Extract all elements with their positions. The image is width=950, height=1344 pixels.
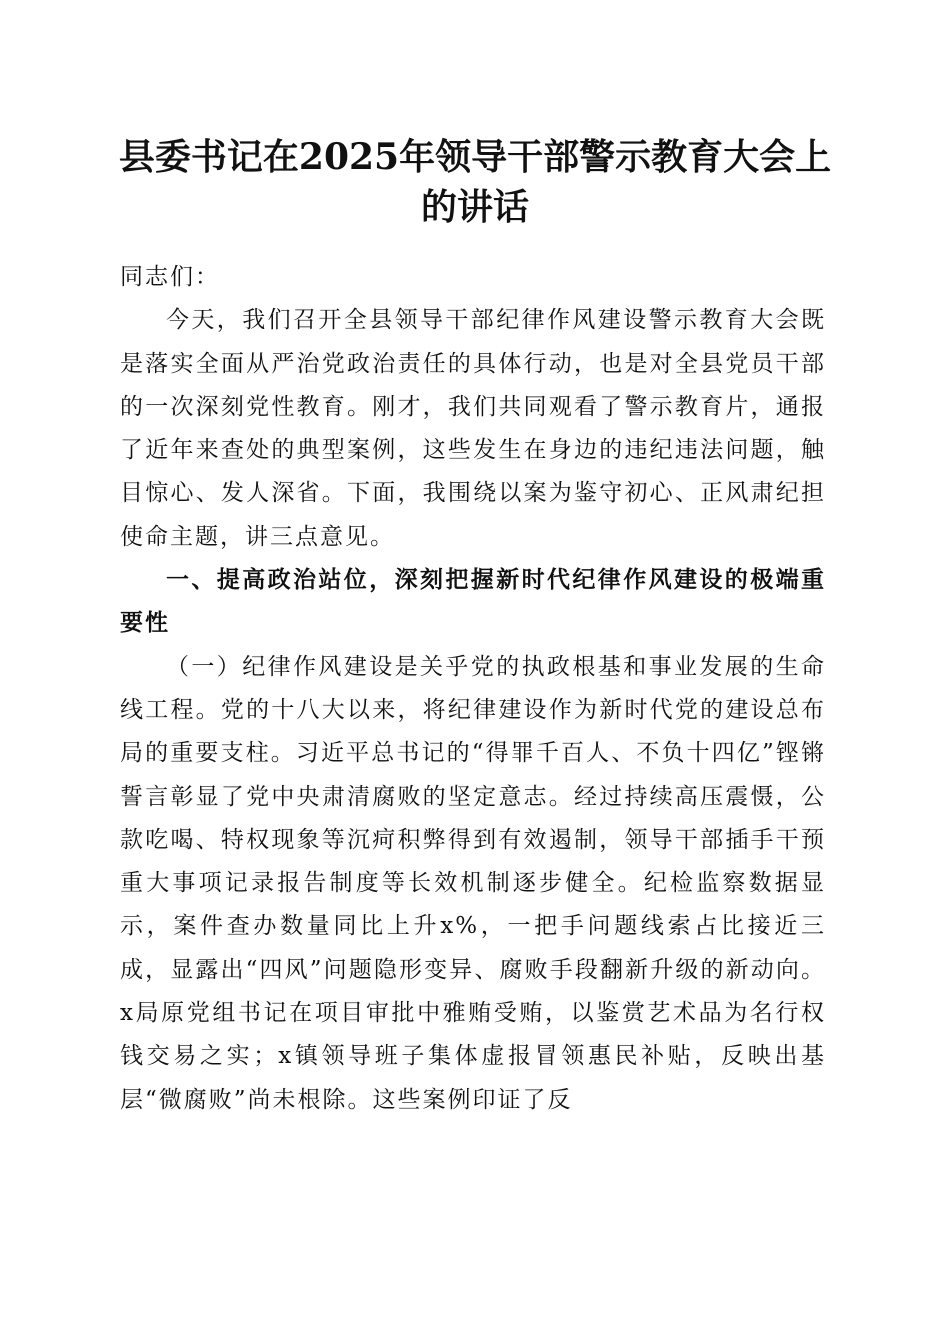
paragraph-subsection-1: （一）纪律作风建设是关乎党的执政根基和事业发展的生命线工程。党的十八大以来，将纪律建设作为新时代党的建设总布局的重要支柱。习近平总书记的“得罪千百人、不负十四亿”铿锵誓言彰显了党中央肃清腐败的坚定意志。经过持续高压震慑，公款吃喝、特权现象等沉疴积弊得到有效遏制，领导干部插手干预重大事项记录报告制度等长效机制逐步健全。纪检监察数据显示，案件查办数量同比上升x%，一把手问题线索占比接近三成，显露出“四风”问题隐形变异、腐败手段翻新升级的新动向。x局原党组书记在项目审批中雅贿受贿，以鉴赏艺术品为名行权钱交易之实；x镇领导班子集体虚报冒领惠民补贴，反映出基层“微腐败”尚未根除。这些案例印证了反 <box>120 653 826 1113</box>
paragraph-intro: 今天，我们召开全县领导干部纪律作风建设警示教育大会既是落实全面从严治党政治责任的具体行动，也是对全县党员干部的一次深刻党性教育。刚才，我们共同观看了警示教育片，通报了近年来查处的典型案例，这些发生在身边的违纪违法问题，触目惊心、发人深省。下面，我围绕以案为鉴守初心、正风肃纪担使命主题，讲三点意见。 <box>120 307 826 550</box>
title-line-1: 县委书记在2025年领导干部警示教育大会上 <box>118 136 832 178</box>
section-heading-1: 一、提高政治站位，深刻把握新时代纪律作风建设的极端重要性 <box>120 567 826 637</box>
title-line-2: 的讲话 <box>420 186 529 228</box>
salutation: 同志们： <box>120 264 220 290</box>
document-body <box>120 256 826 1122</box>
document-title <box>110 132 840 232</box>
